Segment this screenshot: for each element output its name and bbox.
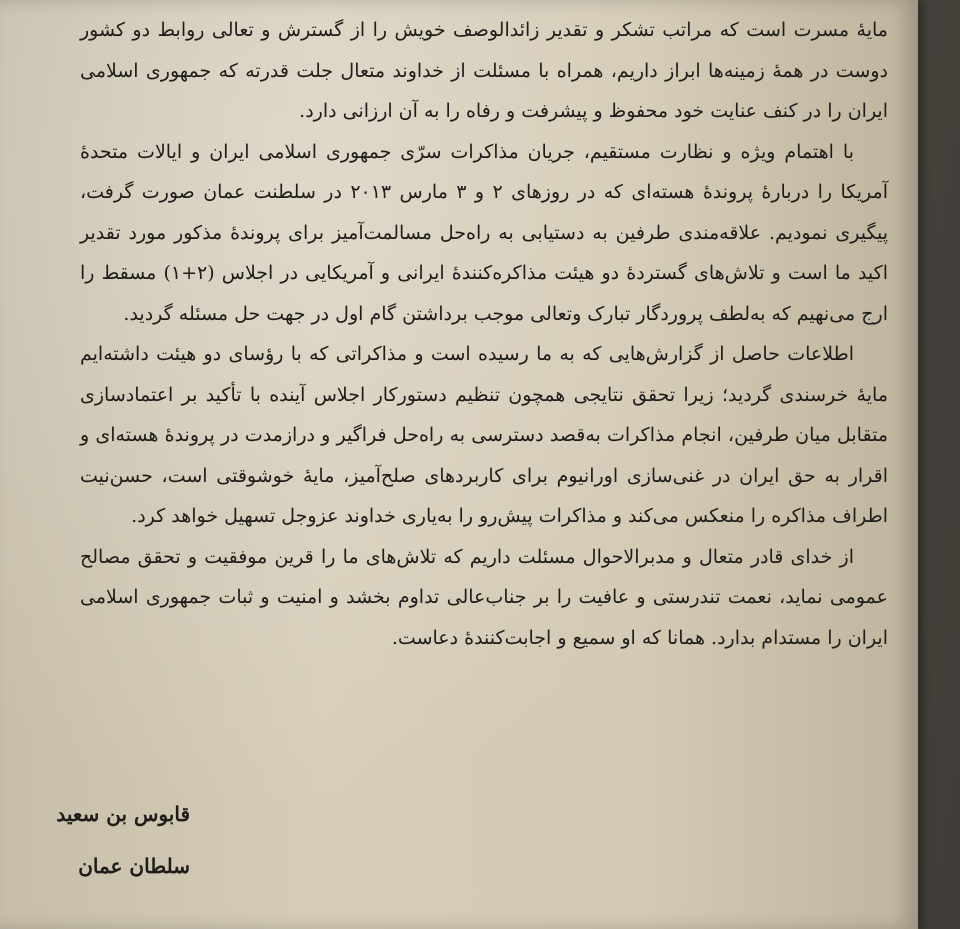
- signatory-title: سلطان عمان: [78, 854, 190, 878]
- paragraph-4: از خدای قادر متعال و مدبرالاحوال مسئلت داریم که تلاش‌های ما را قرین موفقیت و تحقق مصالح عمومی نماید، نعمت تندرستی و عافیت را بر جناب‌عالی تداوم بخشد و امنیت و ثبات جمهوری اسلامی ایران را مستدام بدارد. همانا که او سمیع و اجابت‌کنندهٔ دعاست.: [80, 545, 888, 649]
- paragraph-1: مایهٔ مسرت است که مراتب تشکر و تقدیر زائدالوصف خویش را از گسترش و تعالی روابط دو کشور دوست در همهٔ زمینه‌ها ابراز داریم، همراه با مسئلت از خداوند متعال جلت قدرته که جمهوری اسلامی ایران را در کنف عنایت خود محفوظ و پیشرفت و رفاه را به آن ارزانی دارد.: [80, 19, 888, 122]
- signature-block: [56, 788, 190, 892]
- paragraph-2: با اهتمام ویژه و نظارت مستقیم، جریان مذاکرات سرّی جمهوری اسلامی ایران و ایالات متحدهٔ آمریکا را دربارهٔ پروندهٔ هسته‌ای که در روزهای ۲ و ۳ مارس ۲۰۱۳ در سلطنت عمان صورت گرفت، پیگیری نمودیم. علاقه‌مندی طرفین به دستیابی به راه‌حل مسالمت‌آمیز برای پروندهٔ مذکور مورد تقدیر اکید ما است و تلاش‌های گستردهٔ دو هیئت مذاکره‌کنندهٔ ایرانی و آمریکایی در اجلاس (۲+۱) مسقط را ارج می‌نهیم که به‌لطف پروردگار تبارک وتعالی موجب برداشتن گام اول در جهت حل مسئله گردید.: [80, 140, 888, 325]
- letter-body: [80, 10, 888, 658]
- paragraph-3: اطلاعات حاصل از گزارش‌هایی که به ما رسیده است و مذاکراتی که با رؤسای دو هیئت داشته‌ایم مایهٔ خرسندی گردید؛ زیرا تحقق نتایجی همچون تنظیم دستورکار اجلاس آینده با تأکید بر اعتمادسازی متقابل میان طرفین، انجام مذاکرات به‌قصد دسترسی به راه‌حل فراگیر و درازمدت در پروندهٔ هسته‌ای و اقرار به حق ایران در غنی‌سازی اورانیوم برای کاربردهای صلح‌آمیز، مایهٔ خوشوقتی است، حسن‌نیت اطراف مذاکره را منعکس می‌کند و مذاکرات پیش‌رو را به‌یاری خداوند عزوجل تسهیل خواهد کرد.: [80, 343, 888, 527]
- signatory-name: قابوس بن سعید: [56, 802, 190, 826]
